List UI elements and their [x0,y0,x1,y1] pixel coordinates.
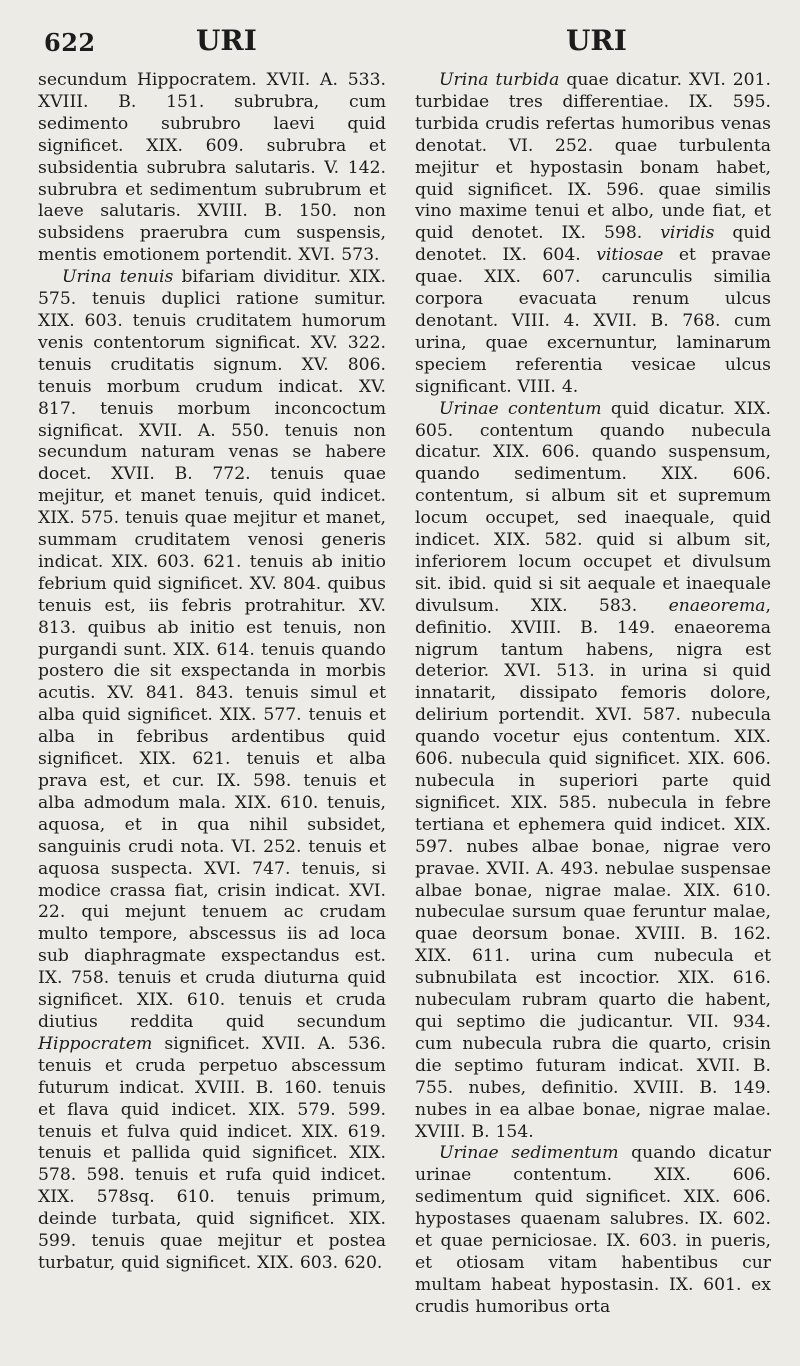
entry-term: Urina tenuis [62,267,174,288]
entry-term: Urinae sedimentum [439,1143,619,1164]
entry-urinae-contentum: Urinae contentum quid dicatur. XIX. 605. contentum quando nubecula dicatur. XIX. 606. quando suspensum, quando sedimentum. XIX. 606. contentum, si album sit et supremum locum occupet, sed inaequale, quid indicet. XIX. 582. quid si album sit, inferiorem locum occupet et divulsum sit. ibid. quid si sit aequale et inaequale divulsum. XIX. 583. enaeorema, definitio. XVIII. B. 149. enaeorema nigrum tantum habens, nigra est deterior. XVI. 513. in urina si quid innatarit, dissipato femoris dolore, delirium portendit. XVI. 587. nubecula quando vocetur ejus contentum. XIX. 606. nubecula quid significet. XIX. 606. nubecula in superiori parte quid significet. XIX. 585. nubecula in febre tertiana et ephemera quid indicet. XIX. 597. nubes albae bonae, nigrae vero pravae. XVII. A. 493. nebulae suspensae albae bonae, nigrae malae. XIX. 610. nubeculae sursum quae feruntur malae, quae deorsum bonae. XVIII. B. 162. XIX. 611. urina cum nubecula et subnubilata est incoctior. XIX. 616. nubeculam rubram quarto die habent, qui septimo die judicantur. VII. 934. cum nubecula rubra die quarto, crisin die septimo futuram indicat. XVII. B. 755. nubes, definitio. XVIII. B. 149. nubes in ea albae bonae, nigrae malae. XVIII. B. 154. [415,398,772,1142]
page-header [0,20,800,60]
entry-term: Urina turbida [439,70,560,90]
entry-urinae-sedimentum: Urinae sedimentum quando dicatur urinae contentum. XIX. 606. sedimentum quid significet. XIX. 606. hypostases quaenam salubres. IX. 602. et quae perniciosae. IX. 603. in pueris, et otiosam vitam habentibus cur multam habeat hypostasin. IX. 601. ex crudis humoribus orta [415,1143,771,1317]
page-number: 622 [44,28,96,57]
entry-continuation: secundum Hippocratem. XVII. A. 533. XVIII. B. 151. subrubra, cum sedimento subrubro laevi quid significet. XIX. 609. subrubra et subsidentia subrubra salutaris. V. 142. subrubra et sedimentum subrubrum et laeve salutaris. XVIII. B. 150. non subsidens praerubra cum suspensis, mentis emotionem portendit. XVI. 573. [38,70,386,266]
entry-urina-tenuis: Urina tenuis bifariam dividitur. XIX. 575. tenuis duplici ratione sumitur. XIX. 603. tenuis cruditatem humorum venis contentorum significat. XV. 322. tenuis cruditatis signum. XV. 806. tenuis morbum crudum indicat. XV. 817. tenuis morbum inconcoctum significat. XVII. A. 550. tenuis non secundum naturam venas se habere docet. XVII. B. 772. tenuis quae mejitur, et manet tenuis, quid indicet. XIX. 575. tenuis quae mejitur et manet, summam cruditatem venosi generis indicat. XIX. 603. 621. tenuis ab initio febrium quid significet. XV. 804. quibus tenuis est, iis febris protrahitur. XV. 813. quibus ab initio est tenuis, non purgandi sunt. XIX. 614. tenuis quando postero die sit exspectanda in morbis acutis. XV. 841. 843. tenuis simul et alba quid significet. XIX. 577. tenuis et alba in febribus ardentibus quid significet. XIX. 621. tenuis et alba prava est, et cur. IX. 598. tenuis et alba admodum mala. XIX. 610. tenuis, aquosa, et in qua nihil subsidet, sanguinis crudi nota. VI. 252. tenuis et aquosa suspecta. XVI. 747. tenuis, si modice crassa fiat, crisin indicat. XVI. 22. qui mejunt tenuem ac crudam multo tempore, abscessus iis ad loca sub diaphragmate exspectandus est. IX. 758. tenuis et cruda diuturna quid significet. XIX. 610. tenuis et cruda diutius reddita quid secundum Hippocratem significet. XVII. A. 536. tenuis et cruda perpetuo abscessum futurum indicat. XVIII. B. 160. tenuis et flava quid indicet. XIX. 579. 599. tenuis et fulva quid indicet. XIX. 619. tenuis et pallida quid significet. XIX. 578. 598. tenuis et rufa quid indicet. XIX. 578sq. 610. tenuis primum, deinde turbata, quid significet. XIX. 599. tenuis quae mejitur et postea turbatur, quid significet. XIX. 603. 620. [38,267,387,1273]
right-column [415,70,771,1319]
entry-urina-turbida: Urina turbida quae dicatur. XVI. 201. turbidae tres differentiae. IX. 595. turbida crudis refertas humoribus venas denotat. VI. 252. quae turbulenta mejitur et hypostasin bonam habet, quid significet. IX. 596. quae similis vino maxime tenui et albo, unde fiat, et quid denotet. IX. 598. viridis quid denotet. IX. 604. vitiosae et pravae quae. XIX. 607. carunculis similia corpora evacuata renum ulcus denotant. VIII. 4. XVII. B. 768. cum urina, quae excernuntur, laminarum speciem referentia vesicae ulcus significant. VIII. 4. [415,70,771,397]
entry-term: Urinae contentum [439,398,602,419]
running-headword-left: URI [196,24,257,57]
left-column [38,70,386,1275]
running-headword-right: URI [566,24,627,57]
